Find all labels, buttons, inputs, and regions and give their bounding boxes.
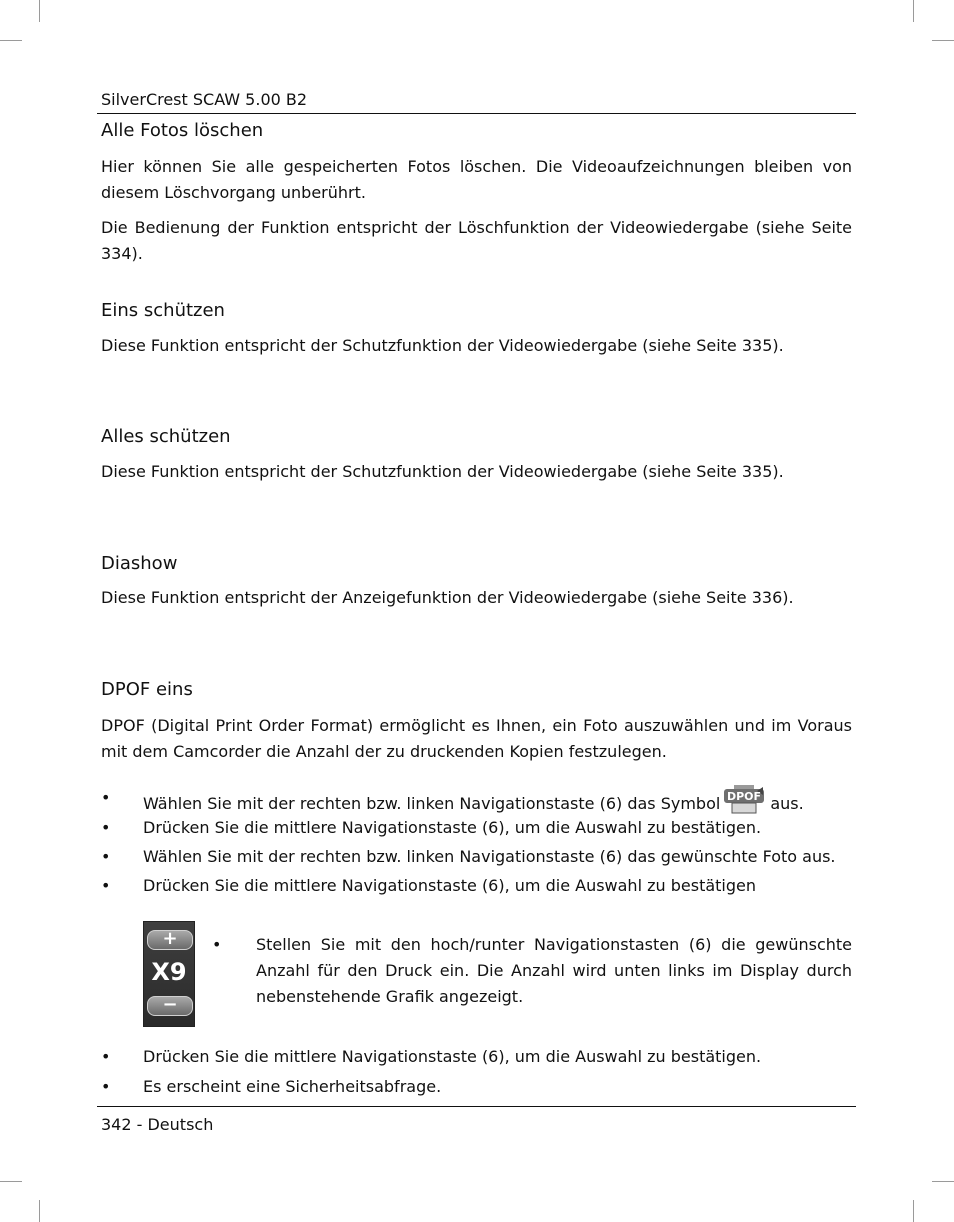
list-item-text: Drücken Sie die mittlere Navigationstaste (6), um die Auswahl zu bestätigen. bbox=[143, 818, 762, 837]
paragraph: DPOF (Digital Print Order Format) ermöglicht es Ihnen, ein Foto auszuwählen und im Voraus mit dem Camcorder die Anzahl der zu druckenden Kopien festzulegen. bbox=[101, 716, 852, 761]
list-item-text: Stellen Sie mit den hoch/runter Navigationstasten (6) die gewünschte Anzahl für den Druck ein. Die Anzahl wird unten links im Display durch nebenstehende Grafik angezeigt. bbox=[256, 935, 852, 1006]
print-count-graphic bbox=[143, 921, 195, 1027]
dpof-print-icon bbox=[724, 785, 764, 815]
header-title: SilverCrest SCAW 5.00 B2 bbox=[101, 90, 308, 109]
list-item-text: Wählen Sie mit der rechten bzw. linken Navigationstaste (6) das gewünschte Foto aus. bbox=[143, 847, 836, 866]
list-item-text: aus. bbox=[770, 794, 804, 813]
crop-mark bbox=[39, 0, 40, 22]
crop-mark bbox=[913, 1200, 914, 1222]
bullet-glyph: • bbox=[101, 788, 111, 807]
crop-mark bbox=[932, 1181, 954, 1182]
bullet-glyph: • bbox=[101, 1077, 111, 1096]
list-item-text: Drücken Sie die mittlere Navigationstaste (6), um die Auswahl zu bestätigen. bbox=[143, 1047, 762, 1066]
section-heading: Diashow bbox=[101, 553, 178, 574]
crop-mark bbox=[932, 40, 954, 41]
bullet-glyph: • bbox=[212, 935, 222, 954]
crop-mark bbox=[0, 40, 22, 41]
minus-icon: − bbox=[147, 996, 193, 1016]
section-heading: Alle Fotos löschen bbox=[101, 120, 264, 141]
svg-text:DPOF: DPOF bbox=[727, 790, 762, 803]
bullet-glyph: • bbox=[101, 818, 111, 837]
bullet-glyph: • bbox=[101, 876, 111, 895]
list-item-text: Wählen Sie mit der rechten bzw. linken Navigationstaste (6) das Symbol bbox=[143, 794, 721, 813]
bullet-glyph: • bbox=[101, 847, 111, 866]
plus-icon: + bbox=[147, 930, 193, 950]
crop-mark bbox=[0, 1181, 22, 1182]
header-rule bbox=[97, 113, 856, 114]
list-item-text: Es erscheint eine Sicherheitsabfrage. bbox=[143, 1077, 442, 1096]
paragraph: Diese Funktion entspricht der Anzeigefunktion der Videowiedergabe (siehe Seite 336). bbox=[101, 588, 794, 607]
section-heading: Alles schützen bbox=[101, 426, 231, 447]
section-heading: DPOF eins bbox=[101, 679, 193, 700]
paragraph: Die Bedienung der Funktion entspricht der Löschfunktion der Videowiedergabe (siehe Seite 334). bbox=[101, 218, 852, 263]
page-number: 342 - Deutsch bbox=[101, 1115, 214, 1134]
paragraph: Diese Funktion entspricht der Schutzfunktion der Videowiedergabe (siehe Seite 335). bbox=[101, 462, 784, 481]
section-heading: Eins schützen bbox=[101, 300, 225, 321]
list-item-text: Drücken Sie die mittlere Navigationstaste (6), um die Auswahl zu bestätigen bbox=[143, 876, 756, 895]
crop-mark bbox=[39, 1200, 40, 1222]
print-count-value: X9 bbox=[151, 958, 187, 986]
paragraph: Diese Funktion entspricht der Schutzfunktion der Videowiedergabe (siehe Seite 335). bbox=[101, 336, 784, 355]
paragraph: Hier können Sie alle gespeicherten Fotos löschen. Die Videoaufzeichnungen bleiben von diesem Löschvorgang unberührt. bbox=[101, 157, 852, 202]
bullet-glyph: • bbox=[101, 1047, 111, 1066]
footer-rule bbox=[97, 1106, 856, 1107]
crop-mark bbox=[913, 0, 914, 22]
